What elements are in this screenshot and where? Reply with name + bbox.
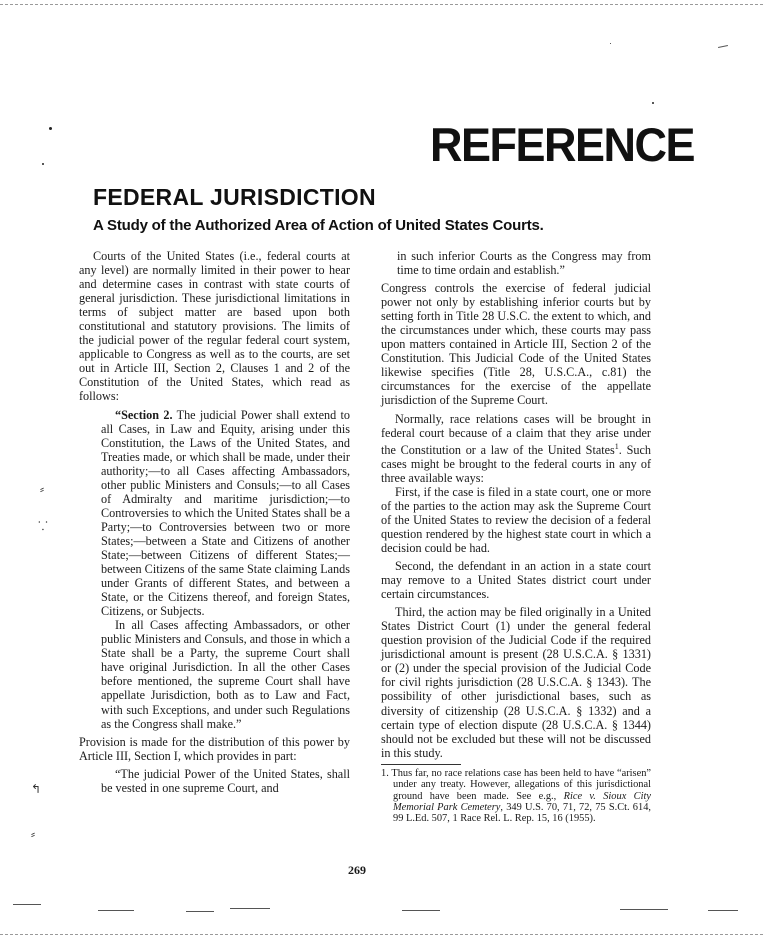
- reference-heading: REFERENCE: [430, 118, 695, 172]
- section-label: “Section 2.: [115, 407, 173, 422]
- scan-speck: [42, 163, 44, 165]
- constitution-quote-continued: in such inferior Courts as the Congress may from time to time ordain and establish.”: [397, 249, 651, 278]
- scan-mark: [708, 910, 738, 911]
- margin-mark: ⸗: [31, 827, 35, 841]
- footnote-marker: 1: [614, 441, 619, 451]
- scan-mark: [13, 904, 41, 905]
- paragraph: Courts of the United States (i.e., federal courts at any level) are normally limited in their power to hear and determine cases in contrast with state courts of general jurisdiction. These jurisdictional limitations in terms of subject matter are based upon both constitutional and statutory provisions. The limits of the judicial power of the regular federal court system, applicable to Congress as well as to the courts, are set out in Article III, Section 2, Clauses 1 and 2 of the Constitution of the United States, which read as follows:: [79, 249, 350, 404]
- paragraph: First, if the case is filed in a state court, one or more of the parties to the action may ask the Supreme Court of the United States to review the decision of a federal question rendered by the highest state court in which a decision could be had.: [381, 484, 651, 555]
- footnote-divider: [381, 764, 461, 765]
- quote-text: The judicial Power shall extend to all Cases, in Law and Equity, arising under this Constitution, the Laws of the United States, and Treaties made, or which shall be made, under their authority;—to all Cases affecting Ambassadors, other public Ministers and Consuls;—to all Cases of Admiralty and maritime jurisdiction;—to Controversies to which the United States shall be a Party;—to Controversies between two or more States;—between a State and Citizens of another State;—between Citizens of different States;—between Citizens of the same State claiming Lands under Grants of different States, and between a State, or the Citizens thereof, and foreign States, Citizens, or Subjects.: [101, 407, 350, 619]
- footnote: 1. Thus far, no race relations case has been held to have “arisen” under any treaty. However, allegations of this jurisdictional ground have been made. See e.g., Rice v. Sioux City Memorial Park Cemetery, 349 U.S. 70, 71, 72, 75 S.Ct. 614, 99 L.Ed. 507, 1 Race Rel. L. Rep. 15, 16 (1955).: [381, 767, 652, 825]
- scan-mark: [186, 911, 214, 912]
- scan-mark: [718, 45, 728, 48]
- margin-mark: ⸗: [40, 482, 44, 496]
- constitution-quote: In all Cases affecting Ambassadors, or other public Ministers and Consuls, and those in which a State shall be a Party, the supreme Court shall have original Jurisdiction. In all the other Cases before mentioned, the supreme Court shall have appellate Jurisdiction, both as to Law and Fact, with such Exceptions, and under such Regulations as the Congress shall make.”: [101, 618, 350, 731]
- page-title: FEDERAL JURISDICTION: [93, 184, 376, 210]
- scan-mark: [230, 908, 270, 909]
- constitution-quote: “The judicial Power of the United States, shall be vested in one supreme Court, and: [101, 766, 350, 795]
- paragraph: Second, the defendant in an action in a state court may remove to a United States district court under certain circumstances.: [381, 559, 651, 602]
- scan-edge-bottom: [0, 934, 763, 935]
- margin-mark: ⸪: [38, 519, 48, 533]
- paragraph: Third, the action may be filed originally in a United States District Court (1) under the general federal question provision of the Judicial Code if the required jurisdictional amount is present (28 U.S.C.A. § 1331) or (2) under the special provision of the Judicial Code for civil rights jurisdiction (28 U.S.C.A. § 1343). The possibility of other jurisdictional bases, such as diversity of citizenship (28 U.S.C.A. § 1332) and a certain type of election dispute (28 U.S.C.A. § 1344) should not be excluded but these will not be discussed in this study.: [381, 605, 651, 760]
- scan-speck: [49, 127, 52, 130]
- right-column: [381, 249, 651, 825]
- scan-mark: [402, 910, 440, 911]
- left-column: [79, 249, 350, 795]
- paragraph: Provision is made for the distribution of this power by Article III, Section I, which provides in part:: [79, 734, 350, 763]
- page-number: 269: [348, 863, 366, 877]
- margin-mark: ↰: [31, 782, 42, 796]
- constitution-quote: [79, 408, 350, 619]
- scan-speck: [652, 102, 654, 104]
- scan-edge-top: [0, 4, 763, 5]
- case-name: Rice v. Sioux City Memorial Park Cemetery: [393, 790, 652, 813]
- paragraph: Congress controls the exercise of federal judicial power not only by establishing inferior courts but by setting forth in Title 28 U.S.C. the extent to which, and the circumstances under which, these courts may pass upon matters contained in Article III, Section 2 of the Constitution. This Judicial Code of the United States likewise specifies (Title 28, U.S.C.A., c.81) the circumstances for the exercise of the appellate jurisdiction of the Supreme Court.: [381, 281, 651, 408]
- scan-mark: [98, 910, 134, 911]
- scan-mark: [620, 909, 668, 910]
- page-subtitle: A Study of the Authorized Area of Action of United States Courts.: [93, 217, 544, 234]
- paragraph: Normally, race relations cases will be brought in federal court because of a claim that they arise under the Constitution or a law of the United States$^1$. Such cases might be brought to the federal courts in any of three available ways:: [381, 411, 651, 485]
- scan-speck: [610, 43, 611, 44]
